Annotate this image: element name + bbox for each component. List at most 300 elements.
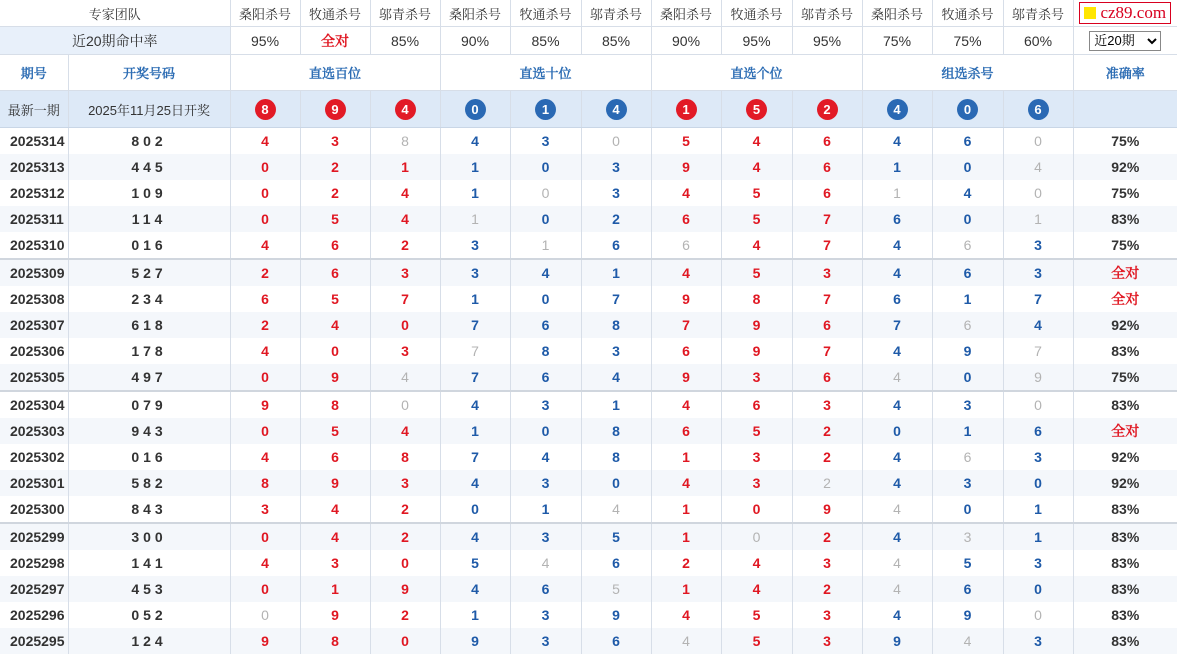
- site-logo[interactable]: [1079, 2, 1171, 24]
- kill-number: 5: [964, 555, 972, 571]
- kill-number: 1: [682, 501, 690, 517]
- latest-ball: 8: [255, 99, 276, 120]
- kill-number: 0: [1034, 475, 1042, 491]
- kill-number: 0: [612, 133, 620, 149]
- kill-number: 9: [753, 343, 761, 359]
- kill-number: 4: [753, 555, 761, 571]
- kill-number: 6: [753, 397, 761, 413]
- table-row: [0, 206, 1177, 232]
- kill-number: 4: [1034, 159, 1042, 175]
- hit-rate-row: [0, 27, 1177, 55]
- period-select[interactable]: [1089, 31, 1161, 51]
- kill-number: 4: [401, 369, 409, 385]
- issue-number: 2025296: [0, 602, 68, 628]
- kill-number: 6: [964, 581, 972, 597]
- kill-number: 1: [682, 529, 690, 545]
- kill-number: 7: [1034, 343, 1042, 359]
- kill-number: 7: [823, 237, 831, 253]
- kill-number: 4: [261, 343, 269, 359]
- kill-number: 4: [471, 133, 479, 149]
- kill-number: 4: [753, 581, 761, 597]
- kill-number: 3: [753, 369, 761, 385]
- table-row: [0, 232, 1177, 259]
- kill-number: 5: [331, 291, 339, 307]
- kill-number: 6: [893, 291, 901, 307]
- kill-number: 6: [823, 369, 831, 385]
- kill-number: 6: [682, 211, 690, 227]
- issue-number: 2025301: [0, 470, 68, 496]
- table-row: [0, 602, 1177, 628]
- issue-number: 2025309: [0, 259, 68, 286]
- kill-number: 0: [261, 607, 269, 623]
- kill-number: 7: [1034, 291, 1042, 307]
- kill-number: 0: [753, 501, 761, 517]
- kill-number: 5: [753, 633, 761, 649]
- kill-number: 3: [261, 501, 269, 517]
- kill-number: 5: [753, 607, 761, 623]
- kill-number: 6: [893, 211, 901, 227]
- kill-number: 1: [612, 397, 620, 413]
- expert-name: 牧通杀号: [721, 0, 792, 27]
- draw-number: 016: [68, 444, 230, 470]
- hit-rate-value: 90%: [440, 27, 510, 55]
- kill-number: 2: [401, 529, 409, 545]
- kill-number: 6: [682, 237, 690, 253]
- draw-number: 497: [68, 364, 230, 391]
- kill-number: 0: [612, 475, 620, 491]
- hit-rate-value: 95%: [230, 27, 300, 55]
- kill-number: 4: [612, 369, 620, 385]
- draw-number: 802: [68, 128, 230, 155]
- accuracy-value: 83%: [1073, 628, 1177, 654]
- kill-number: 7: [682, 317, 690, 333]
- kill-number: 2: [612, 211, 620, 227]
- kill-number: 1: [1034, 211, 1042, 227]
- kill-number: 4: [893, 237, 901, 253]
- issue-number: 2025314: [0, 128, 68, 155]
- kill-number: 4: [542, 449, 550, 465]
- kill-number: 3: [612, 185, 620, 201]
- kill-number: 1: [1034, 529, 1042, 545]
- group-header-units: 直选个位: [651, 55, 862, 91]
- group-header-group-kill: 组选杀号: [862, 55, 1073, 91]
- period-select-cell: [1073, 27, 1177, 55]
- draw-number: 052: [68, 602, 230, 628]
- kill-number: 5: [612, 581, 620, 597]
- kill-number: 3: [823, 607, 831, 623]
- table-row: [0, 391, 1177, 418]
- accuracy-value: 83%: [1073, 206, 1177, 232]
- kill-number: 4: [401, 211, 409, 227]
- kill-number: 4: [542, 555, 550, 571]
- draw-number: 618: [68, 312, 230, 338]
- accuracy-value: 75%: [1073, 128, 1177, 155]
- draw-column-header: 开奖号码: [68, 55, 230, 91]
- kill-number: 2: [823, 529, 831, 545]
- kill-number: 4: [893, 369, 901, 385]
- issue-number: 2025303: [0, 418, 68, 444]
- draw-number: 943: [68, 418, 230, 444]
- hit-rate-value: 60%: [1003, 27, 1073, 55]
- kill-number: 0: [261, 211, 269, 227]
- kill-number: 9: [823, 501, 831, 517]
- kill-number: 0: [1034, 133, 1042, 149]
- kill-number: 0: [542, 211, 550, 227]
- kill-number: 9: [682, 159, 690, 175]
- table-row: [0, 364, 1177, 391]
- hit-rate-label: 近20期命中率: [0, 27, 230, 55]
- accuracy-value: 83%: [1073, 523, 1177, 550]
- table-row: [0, 154, 1177, 180]
- kill-number: 0: [261, 369, 269, 385]
- kill-number: 7: [401, 291, 409, 307]
- kill-number: 5: [612, 529, 620, 545]
- draw-number: 843: [68, 496, 230, 523]
- kill-number: 3: [753, 475, 761, 491]
- kill-number: 4: [893, 449, 901, 465]
- kill-number: 4: [261, 133, 269, 149]
- accuracy-value: 全对: [1073, 286, 1177, 312]
- kill-number: 1: [471, 211, 479, 227]
- kill-number: 7: [612, 291, 620, 307]
- latest-ball: 4: [887, 99, 908, 120]
- accuracy-value: 83%: [1073, 391, 1177, 418]
- kill-number: 1: [893, 185, 901, 201]
- table-row: [0, 496, 1177, 523]
- issue-number: 2025310: [0, 232, 68, 259]
- kill-number: 3: [823, 555, 831, 571]
- kill-number: 2: [823, 475, 831, 491]
- kill-number: 6: [964, 237, 972, 253]
- kill-number: 0: [1034, 397, 1042, 413]
- kill-number: 5: [682, 133, 690, 149]
- kill-number: 1: [471, 291, 479, 307]
- kill-number: 2: [682, 555, 690, 571]
- issue-number: 2025298: [0, 550, 68, 576]
- issue-number: 2025305: [0, 364, 68, 391]
- kill-number: 2: [401, 607, 409, 623]
- kill-number: 9: [964, 607, 972, 623]
- kill-number: 3: [331, 555, 339, 571]
- kill-number: 6: [682, 423, 690, 439]
- accuracy-value: 83%: [1073, 602, 1177, 628]
- kill-number: 5: [753, 265, 761, 281]
- kill-number: 0: [261, 529, 269, 545]
- kill-number: 2: [261, 265, 269, 281]
- kill-number: 6: [542, 369, 550, 385]
- kill-number: 2: [401, 237, 409, 253]
- expert-name: 邬青杀号: [581, 0, 651, 27]
- kill-number: 3: [542, 633, 550, 649]
- kill-number: 4: [753, 237, 761, 253]
- expert-name: 桑阳杀号: [230, 0, 300, 27]
- draw-number: 141: [68, 550, 230, 576]
- kill-number: 4: [612, 501, 620, 517]
- issue-number: 2025299: [0, 523, 68, 550]
- kill-number: 4: [471, 475, 479, 491]
- latest-ball: 5: [746, 99, 767, 120]
- draw-number: 300: [68, 523, 230, 550]
- issue-number: 2025304: [0, 391, 68, 418]
- latest-draw-date: 2025年11月25日开奖: [68, 91, 230, 128]
- kill-number: 5: [753, 423, 761, 439]
- kill-number: 3: [542, 529, 550, 545]
- latest-ball: 1: [676, 99, 697, 120]
- kill-number: 1: [471, 185, 479, 201]
- kill-number: 4: [682, 607, 690, 623]
- kill-number: 2: [823, 449, 831, 465]
- kill-number: 4: [682, 397, 690, 413]
- latest-ball: 4: [395, 99, 416, 120]
- kill-number: 4: [893, 265, 901, 281]
- kill-number: 6: [823, 185, 831, 201]
- issue-number: 2025312: [0, 180, 68, 206]
- kill-number: 1: [542, 501, 550, 517]
- table-row: [0, 418, 1177, 444]
- table-row: [0, 470, 1177, 496]
- table-row: [0, 128, 1177, 155]
- expert-name: 桑阳杀号: [862, 0, 932, 27]
- kill-number: 1: [682, 581, 690, 597]
- kill-number: 7: [823, 343, 831, 359]
- kill-number: 7: [471, 317, 479, 333]
- accuracy-value: 全对: [1073, 259, 1177, 286]
- site-logo-cell[interactable]: [1073, 0, 1177, 27]
- kill-number: 1: [471, 423, 479, 439]
- latest-accuracy: [1073, 91, 1177, 128]
- kill-number: 5: [753, 185, 761, 201]
- group-header-tens: 直选十位: [440, 55, 651, 91]
- kill-number: 4: [893, 133, 901, 149]
- group-header-hundreds: 直选百位: [230, 55, 440, 91]
- kill-number: 3: [1034, 555, 1042, 571]
- kill-number: 4: [893, 397, 901, 413]
- kill-number: 4: [401, 185, 409, 201]
- kill-number: 6: [542, 317, 550, 333]
- kill-number: 0: [401, 555, 409, 571]
- accuracy-value: 92%: [1073, 444, 1177, 470]
- kill-number: 8: [612, 423, 620, 439]
- issue-number: 2025300: [0, 496, 68, 523]
- latest-ball: 9: [325, 99, 346, 120]
- kill-number: 6: [261, 291, 269, 307]
- issue-number: 2025313: [0, 154, 68, 180]
- draw-number: 124: [68, 628, 230, 654]
- kill-number: 3: [1034, 449, 1042, 465]
- kill-number: 9: [964, 343, 972, 359]
- kill-number: 8: [331, 397, 339, 413]
- kill-number: 0: [964, 501, 972, 517]
- kill-number: 3: [401, 265, 409, 281]
- kill-number: 6: [823, 159, 831, 175]
- kill-number: 0: [964, 211, 972, 227]
- latest-issue-label: 最新一期: [0, 91, 68, 128]
- kill-number: 0: [261, 423, 269, 439]
- kill-number: 4: [542, 265, 550, 281]
- kill-number: 0: [401, 633, 409, 649]
- table-row: [0, 286, 1177, 312]
- accuracy-value: 83%: [1073, 550, 1177, 576]
- expert-name: 邬青杀号: [792, 0, 862, 27]
- accuracy-value: 92%: [1073, 470, 1177, 496]
- kill-number: 6: [542, 581, 550, 597]
- kill-number: 2: [401, 501, 409, 517]
- kill-number: 9: [753, 317, 761, 333]
- kill-number: 9: [401, 581, 409, 597]
- kill-number: 9: [331, 475, 339, 491]
- expert-header-row: [0, 0, 1177, 27]
- accuracy-value: 92%: [1073, 154, 1177, 180]
- draw-number: 109: [68, 180, 230, 206]
- kill-number: 0: [964, 369, 972, 385]
- kill-number: 0: [261, 159, 269, 175]
- kill-number: 8: [261, 475, 269, 491]
- kill-number: 8: [753, 291, 761, 307]
- kill-number: 4: [893, 555, 901, 571]
- expert-name: 桑阳杀号: [651, 0, 721, 27]
- kill-number: 0: [1034, 581, 1042, 597]
- kill-number: 7: [823, 211, 831, 227]
- kill-number: 3: [542, 607, 550, 623]
- kill-number: 0: [542, 423, 550, 439]
- kill-number: 8: [612, 317, 620, 333]
- draw-number: 114: [68, 206, 230, 232]
- expert-name: 牧通杀号: [300, 0, 370, 27]
- issue-column-header: 期号: [0, 55, 68, 91]
- kill-number: 4: [331, 317, 339, 333]
- latest-ball: 0: [465, 99, 486, 120]
- kill-number: 1: [964, 423, 972, 439]
- kill-number: 2: [823, 423, 831, 439]
- latest-issue-row: [0, 91, 1177, 128]
- issue-number: 2025307: [0, 312, 68, 338]
- kill-number: 4: [1034, 317, 1042, 333]
- kill-number: 6: [331, 237, 339, 253]
- kill-number: 7: [893, 317, 901, 333]
- kill-number: 6: [612, 633, 620, 649]
- kill-number: 8: [612, 449, 620, 465]
- kill-number: 4: [261, 237, 269, 253]
- kill-number: 6: [964, 265, 972, 281]
- accuracy-value: 75%: [1073, 232, 1177, 259]
- latest-ball: 0: [957, 99, 978, 120]
- kill-number: 7: [471, 343, 479, 359]
- kill-number: 3: [401, 475, 409, 491]
- table-row: [0, 312, 1177, 338]
- kill-number: 3: [1034, 265, 1042, 281]
- kill-number: 0: [893, 423, 901, 439]
- hit-rate-value: 95%: [721, 27, 792, 55]
- kill-number: 9: [331, 607, 339, 623]
- kill-number: 4: [682, 475, 690, 491]
- kill-number: 4: [331, 501, 339, 517]
- kill-number: 2: [823, 581, 831, 597]
- kill-number: 0: [542, 291, 550, 307]
- kill-number: 3: [1034, 237, 1042, 253]
- kill-number: 9: [893, 633, 901, 649]
- kill-number: 5: [753, 211, 761, 227]
- kill-number: 1: [542, 237, 550, 253]
- history-table-body: [0, 128, 1177, 654]
- kill-number: 6: [612, 555, 620, 571]
- kill-number: 0: [261, 581, 269, 597]
- kill-number: 4: [682, 185, 690, 201]
- kill-number: 8: [401, 449, 409, 465]
- kill-number: 4: [471, 529, 479, 545]
- kill-number: 3: [331, 133, 339, 149]
- kill-number: 9: [612, 607, 620, 623]
- kill-number: 6: [612, 237, 620, 253]
- accuracy-value: 83%: [1073, 496, 1177, 523]
- kill-number: 3: [612, 343, 620, 359]
- kill-number: 3: [542, 133, 550, 149]
- kill-number: 0: [331, 343, 339, 359]
- kill-number: 3: [964, 397, 972, 413]
- kill-number: 9: [682, 291, 690, 307]
- kill-number: 1: [401, 159, 409, 175]
- kill-number: 6: [964, 317, 972, 333]
- kill-number: 3: [823, 397, 831, 413]
- kill-number: 4: [753, 159, 761, 175]
- table-row: [0, 259, 1177, 286]
- kill-number: 1: [471, 159, 479, 175]
- kill-number: 4: [401, 423, 409, 439]
- kill-number: 4: [964, 633, 972, 649]
- kill-number: 4: [682, 633, 690, 649]
- logo-square-icon: [1084, 7, 1096, 19]
- table-row: [0, 444, 1177, 470]
- kill-number: 9: [1034, 369, 1042, 385]
- kill-number: 3: [964, 529, 972, 545]
- hit-rate-value: 85%: [581, 27, 651, 55]
- issue-number: 2025306: [0, 338, 68, 364]
- kill-number: 8: [401, 133, 409, 149]
- draw-number: 453: [68, 576, 230, 602]
- kill-number: 3: [823, 265, 831, 281]
- kill-number: 8: [331, 633, 339, 649]
- kill-number: 6: [331, 449, 339, 465]
- kill-number: 9: [261, 397, 269, 413]
- kill-number: 9: [331, 369, 339, 385]
- kill-number: 0: [753, 529, 761, 545]
- kill-number: 3: [753, 449, 761, 465]
- kill-number: 3: [542, 397, 550, 413]
- draw-number: 234: [68, 286, 230, 312]
- kill-number: 5: [471, 555, 479, 571]
- kill-number: 6: [331, 265, 339, 281]
- kill-number: 4: [331, 529, 339, 545]
- kill-number: 1: [682, 449, 690, 465]
- kill-number: 4: [964, 185, 972, 201]
- table-row: [0, 628, 1177, 654]
- table-row: [0, 523, 1177, 550]
- kill-number: 3: [401, 343, 409, 359]
- issue-number: 2025295: [0, 628, 68, 654]
- kill-number: 9: [261, 633, 269, 649]
- kill-number: 4: [261, 449, 269, 465]
- expert-name: 牧通杀号: [510, 0, 581, 27]
- draw-number: 582: [68, 470, 230, 496]
- hit-rate-value: 75%: [862, 27, 932, 55]
- kill-number: 6: [823, 133, 831, 149]
- hit-rate-value: 85%: [370, 27, 440, 55]
- kill-number: 8: [542, 343, 550, 359]
- hit-rate-value: 85%: [510, 27, 581, 55]
- kill-number: 0: [964, 159, 972, 175]
- accuracy-value: 83%: [1073, 338, 1177, 364]
- expert-name: 桑阳杀号: [440, 0, 510, 27]
- latest-ball: 4: [606, 99, 627, 120]
